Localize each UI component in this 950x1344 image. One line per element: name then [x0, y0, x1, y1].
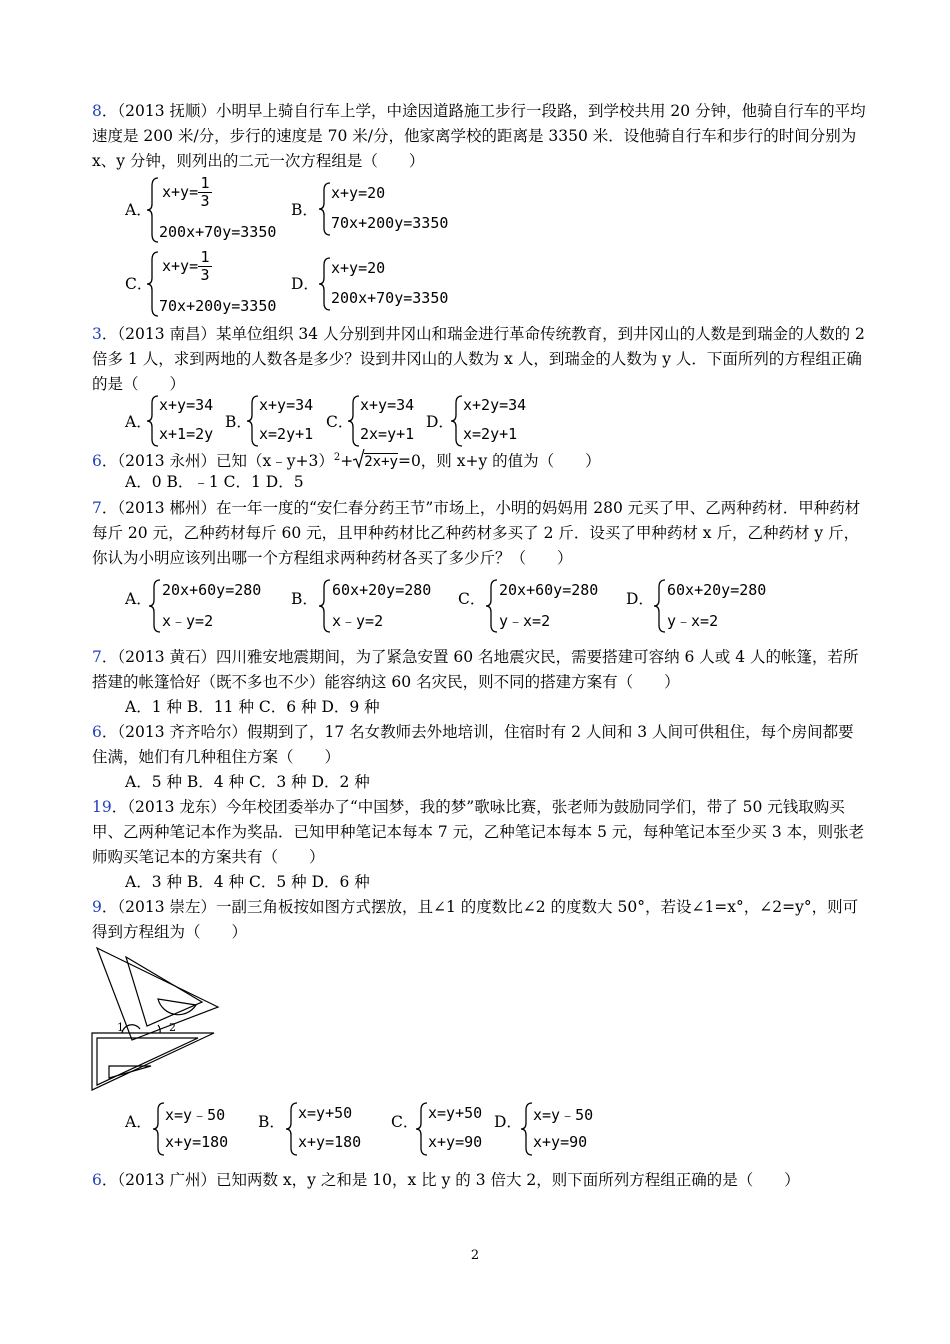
- equation-2: x+y=180: [165, 1133, 229, 1151]
- option-a-label: A．: [125, 413, 152, 431]
- option-c-label: C．: [125, 275, 153, 293]
- question-7-chenzhou: [92, 496, 867, 571]
- option-b-label: B．: [258, 1113, 285, 1131]
- left-brace-icon: [347, 394, 361, 448]
- equation-1: 60x+20y=280: [667, 581, 767, 599]
- radicand: 2x+y: [364, 454, 398, 471]
- equation-1: x+y=34: [360, 396, 415, 414]
- question-number: 8: [92, 102, 102, 120]
- question-text: ．（2013 黄石）四川雅安地震期间，为了紧急安置 60 名地震灾民，需要搭建可容纳 6 人或 4 人的帐篷，若所搭建的帐篷恰好（既不多也不少）能容纳这 60 名灾民，则不同的搭建方案有（ ）: [92, 648, 859, 691]
- option-b-label: B．: [225, 413, 252, 431]
- question-number: 3: [92, 325, 102, 343]
- question-number: 6: [92, 1171, 102, 1189]
- option-d-label: D．: [426, 413, 454, 431]
- equation-2: x+y=180: [298, 1133, 362, 1151]
- question-number: 7: [92, 648, 102, 666]
- option-d-system: [520, 1101, 620, 1157]
- equation-1: x+y=: [162, 257, 199, 275]
- left-brace-icon: [653, 578, 667, 634]
- question-19-longdong: [92, 795, 867, 870]
- equation-1: x=y+50: [428, 1104, 483, 1122]
- equation-2: 70x+200y=3350: [331, 214, 449, 232]
- left-brace-icon: [318, 578, 332, 634]
- lower-triangle-cutout: [109, 1066, 151, 1078]
- option-d-label: D．: [291, 275, 319, 293]
- question-text: ．（2013 抚顺）小明早上骑自行车上学，中途因道路施工步行一段路，到学校共用 20 分钟，他骑自行车的平均速度是 200 米/分，步行的速度是 70 米/分，他家离学校的距离是 3350 米．设他骑自行车和步行的时间分别为 x、y 分钟，则列出的二元一次方程组是（ ）: [92, 102, 866, 170]
- equation-1: 60x+20y=280: [332, 581, 432, 599]
- page-number: 2: [470, 1248, 480, 1263]
- option-b-system: [318, 181, 463, 237]
- left-brace-icon: [450, 394, 464, 448]
- equation-1: x+y=20: [331, 259, 386, 277]
- question-9-chongzuo: [92, 895, 867, 945]
- left-brace-icon: [146, 176, 160, 244]
- option-d-system: [318, 256, 463, 312]
- option-b-system: [285, 1101, 385, 1157]
- equation-2: x+1=2y: [159, 425, 214, 443]
- left-brace-icon: [246, 394, 260, 448]
- question-number: 6: [92, 723, 102, 741]
- triangle-rulers-figure: [90, 945, 220, 1093]
- fraction: [198, 175, 212, 210]
- fraction-denominator: 3: [200, 192, 210, 210]
- angle-1-arc: [122, 1025, 140, 1033]
- equation-1: x+y=: [162, 183, 199, 201]
- equation-1: 20x+60y=280: [162, 581, 262, 599]
- equation-2: 200x+70y=3350: [331, 289, 449, 307]
- option-a-label: A．: [125, 201, 152, 219]
- question-3-nanchang: [92, 322, 867, 397]
- question-7-huangshi: [92, 645, 867, 695]
- question-text: ．（2013 崇左）一副三角板按如图方式摆放，且∠1 的度数比∠2 的度数大 50°，若设∠1=x°，∠2=y°，则可得到方程组为（ ）: [92, 898, 859, 941]
- square-root: [353, 449, 398, 475]
- left-brace-icon: [148, 578, 162, 634]
- equation-1: 20x+60y=280: [499, 581, 599, 599]
- question-6-qiqihar: [92, 720, 867, 770]
- option-d-system: [450, 394, 545, 448]
- left-brace-icon: [318, 181, 332, 237]
- question-number: 6: [92, 452, 102, 471]
- equation-2: x+y=90: [533, 1133, 588, 1151]
- option-b-system: [246, 394, 326, 448]
- options-line: A．3 种 B．4 种 C．5 种 D．6 种: [125, 873, 370, 891]
- question-8-fushun: [92, 99, 867, 174]
- question-6-guangzhou: [92, 1168, 867, 1193]
- question-text: ．（2013 南昌）某单位组织 34 人分别到井冈山和瑞金进行革命传统教育，到井冈山的人数是到瑞金的人数的 2 倍多 1 人，求到两地的人数各是多少？设到井冈山的人数为 x 人，到瑞金的人数为 y 人．下面所列的方程组正确的是（ ）: [92, 325, 865, 393]
- angle-2-label: 2: [169, 1021, 176, 1034]
- lower-triangle-ruler: [92, 1033, 214, 1090]
- exponent: 2: [333, 452, 341, 463]
- question-number: 9: [92, 898, 102, 916]
- upper-triangle-ruler: [97, 948, 218, 1040]
- equation-2: y﹣x=2: [667, 612, 719, 630]
- angle-1-label: 1: [117, 1021, 124, 1034]
- fraction-numerator: 1: [200, 248, 210, 266]
- equation-1: x=y﹣50: [165, 1106, 226, 1124]
- left-brace-icon: [146, 250, 160, 318]
- fraction-denominator: 3: [200, 266, 210, 284]
- equation-1: x=y﹣50: [533, 1106, 594, 1124]
- option-c-system: [415, 1101, 505, 1157]
- plus-sign: +: [340, 452, 354, 471]
- equation-1: x+y=34: [259, 396, 314, 414]
- option-a-system: [152, 1101, 252, 1157]
- option-b-label: B．: [291, 590, 318, 608]
- equation-2: x﹣y=2: [162, 612, 214, 630]
- equation-2: x=2y+1: [259, 425, 314, 443]
- left-brace-icon: [485, 578, 499, 634]
- options-line: A．0 B．﹣1 C．1 D．5: [125, 473, 304, 491]
- option-b-label: B．: [291, 201, 318, 219]
- equation-2: x=2y+1: [463, 425, 518, 443]
- equation-2: 70x+200y=3350: [159, 297, 277, 315]
- option-d-system: [653, 578, 783, 634]
- question-text-end: =0，则 x+y 的值为（ ）: [397, 452, 601, 471]
- equation-2: x﹣y=2: [332, 612, 384, 630]
- option-b-system: [318, 578, 448, 634]
- option-d-label: D．: [626, 590, 654, 608]
- fraction: [198, 249, 212, 284]
- option-a-label: A．: [125, 1113, 152, 1131]
- question-text: ．（2013 广州）已知两数 x，y 之和是 10，x 比 y 的 3 倍大 2，则下面所列方程组正确的是（ ）: [101, 1171, 800, 1189]
- question-number: 19: [92, 798, 112, 816]
- question-text: ．（2013 齐齐哈尔）假期到了，17 名女教师去外地培训，住宿时有 2 人间和 3 人间可供租住，每个房间都要住满，她们有几种租住方案（ ）: [92, 723, 854, 766]
- question-text-start: ．（2013 永州）已知（x﹣y+3）: [101, 452, 334, 471]
- option-c-system: [146, 250, 291, 318]
- options-line: A．5 种 B．4 种 C．3 种 D．2 种: [125, 773, 370, 791]
- option-a-system: [148, 578, 278, 634]
- lower-triangle-inner-edge: [97, 1038, 198, 1085]
- radical-sign-icon: [353, 448, 365, 470]
- equation-2: 2x=y+1: [360, 425, 415, 443]
- option-c-label: C．: [326, 413, 354, 431]
- equation-2: x+y=90: [428, 1133, 483, 1151]
- equation-1: x+y=20: [331, 184, 386, 202]
- options-line: A．1 种 B．11 种 C．6 种 D．9 种: [125, 698, 380, 716]
- option-d-label: D．: [494, 1113, 522, 1131]
- equation-2: y﹣x=2: [499, 612, 551, 630]
- left-brace-icon: [520, 1101, 534, 1157]
- equation-1: x=y+50: [298, 1104, 353, 1122]
- option-c-label: C．: [391, 1113, 419, 1131]
- equation-2: 200x+70y=3350: [159, 223, 277, 241]
- question-number: 7: [92, 499, 102, 517]
- option-a-label: A．: [125, 590, 152, 608]
- option-a-system: [146, 176, 291, 244]
- left-brace-icon: [415, 1101, 429, 1157]
- option-a-system: [146, 394, 226, 448]
- fraction-numerator: 1: [200, 174, 210, 192]
- left-brace-icon: [285, 1101, 299, 1157]
- option-c-label: C．: [458, 590, 486, 608]
- question-text: ．（2013 郴州）在一年一度的“安仁春分药王节”市场上，小明的妈妈用 280 元买了甲、乙两种药材．甲种药材每斤 20 元，乙种药材每斤 60 元，且甲种药材比乙种药材多买了 2 斤．设买了甲种药材 x 斤，乙种药材 y 斤，你认为小明应该列出哪一个方程组求两种药材各买了多少斤？（ ）: [92, 499, 861, 567]
- question-text: ．（2013 龙东）今年校团委举办了“中国梦，我的梦”歌咏比赛，张老师为鼓励同学们，带了 50 元钱取购买甲、乙两种笔记本作为奖品．已知甲种笔记本每本 7 元，乙种笔记本每本 5 元，每种笔记本至少买 3 本，则张老师购买笔记本的方案共有（ ）: [92, 798, 865, 866]
- equation-1: x+y=34: [159, 396, 214, 414]
- option-c-system: [485, 578, 615, 634]
- left-brace-icon: [318, 256, 332, 312]
- left-brace-icon: [152, 1101, 166, 1157]
- option-c-system: [347, 394, 427, 448]
- equation-1: x+2y=34: [463, 396, 527, 414]
- left-brace-icon: [146, 394, 160, 448]
